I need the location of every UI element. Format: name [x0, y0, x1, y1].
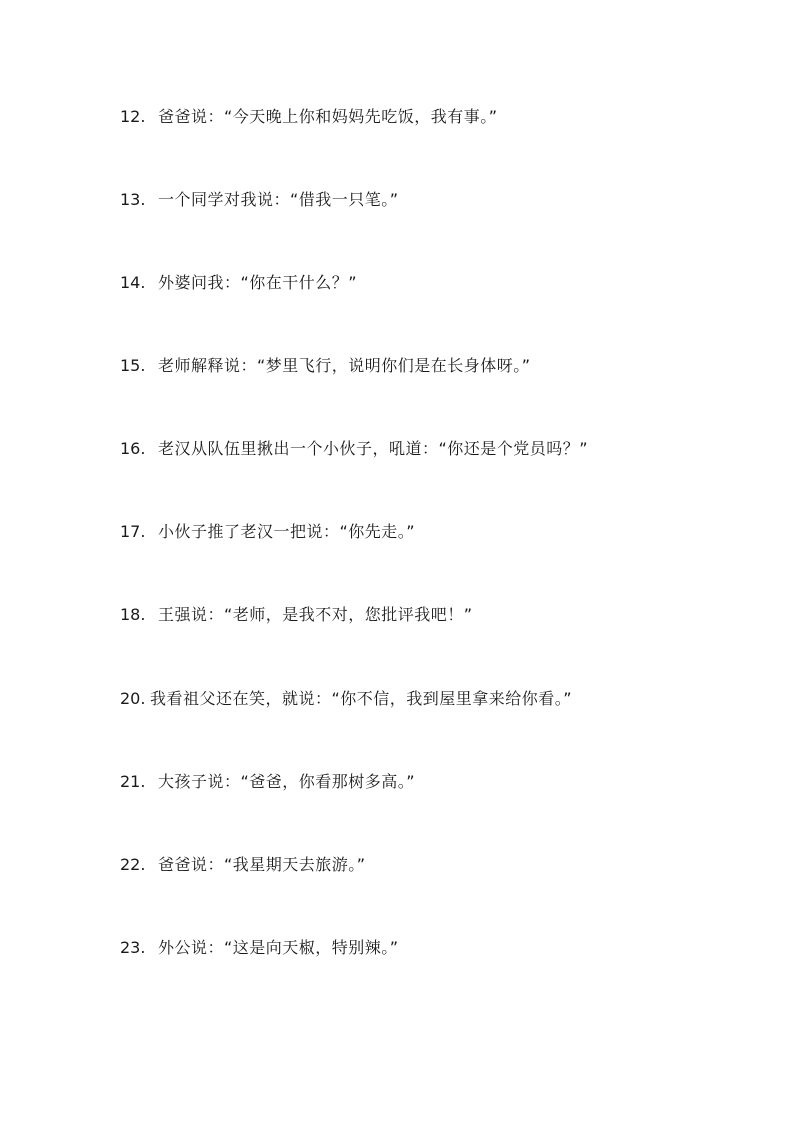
item-text: 小伙子推了老汉一把说：“你先走。”	[158, 522, 416, 541]
item-text: 一个同学对我说：“借我一只笔。”	[158, 190, 399, 209]
item-text: 王强说：“老师，是我不对，您批评我吧！”	[158, 605, 473, 624]
item-number: 20.	[120, 689, 146, 708]
item-number: 15.	[120, 356, 146, 375]
item-number: 18.	[120, 605, 146, 624]
item-text: 爸爸说：“我星期天去旅游。”	[158, 855, 366, 874]
item-number: 23.	[120, 938, 146, 957]
item-number: 13.	[120, 190, 146, 209]
item-number: 14.	[120, 273, 146, 292]
item-number: 12.	[120, 107, 146, 126]
list-item	[120, 270, 357, 296]
item-text: 外婆问我：“你在干什么？”	[158, 273, 358, 292]
list-item	[120, 104, 498, 130]
list-item	[120, 935, 399, 961]
list-item	[120, 602, 473, 628]
item-number: 17.	[120, 522, 146, 541]
item-text: 外公说：“这是向天椒，特别辣。”	[158, 938, 399, 957]
list-item	[120, 187, 399, 213]
item-text: 大孩子说：“爸爸，你看那树多高。”	[158, 772, 416, 791]
item-text: 爸爸说：“今天晚上你和妈妈先吃饭，我有事。”	[158, 107, 498, 126]
item-number: 21.	[120, 772, 146, 791]
item-number: 22.	[120, 855, 146, 874]
list-item	[120, 353, 531, 379]
item-text: 老汉从队伍里揪出一个小伙子，吼道：“你还是个党员吗？”	[158, 439, 589, 458]
list-item	[120, 436, 588, 462]
list-item	[120, 686, 572, 712]
item-text: 老师解释说：“梦里飞行，说明你们是在长身体呀。”	[158, 356, 531, 375]
list-item	[120, 769, 415, 795]
list-item	[120, 852, 366, 878]
item-number: 16.	[120, 439, 146, 458]
item-text: 我看祖父还在笑，就说：“你不信，我到屋里拿来给你看。”	[150, 689, 573, 708]
list-item	[120, 519, 415, 545]
